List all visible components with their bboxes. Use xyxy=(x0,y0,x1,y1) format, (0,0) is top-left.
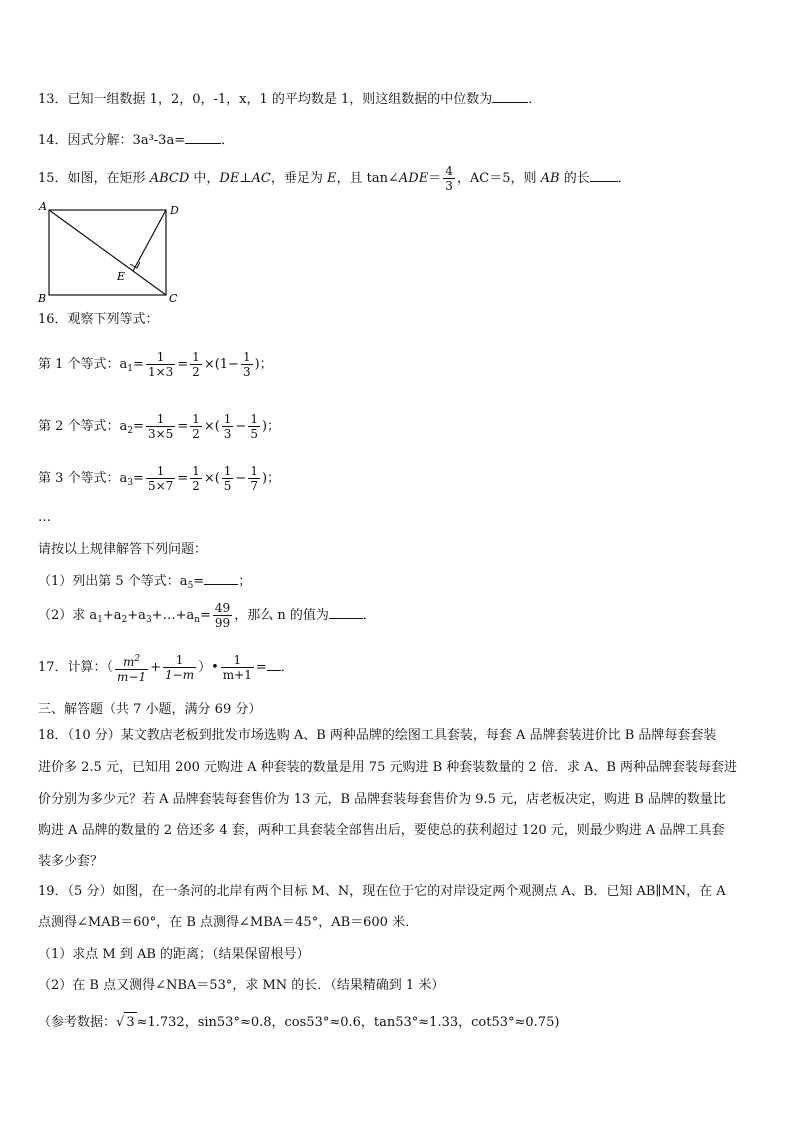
question-16-title: 16．观察下列等式： xyxy=(38,312,159,327)
answer-blank xyxy=(492,88,528,103)
question-14: 14．因式分解：3a³-3a= ． xyxy=(38,129,234,151)
equation-2: 第 2 个等式：$a_2=$ $\frac{1}{3\times 5}$ = $\frac{1}{2}$ ×( $\frac{1}{3}$ − $\frac{1}{5}$ )； xyxy=(38,412,281,441)
equation-3: 第 3 个等式：$a_3=$ $\frac{1}{5\times 7}$ = $\frac{1}{2}$ ×( $\frac{1}{5}$ − $\frac{1}{7}$ )； xyxy=(38,464,281,493)
reference-data: （参考数据：√ 3 ≈1.732，sin53°≈0.8，cos53°≈0.6，tan53°≈1.33，cot53°≈0.75) xyxy=(38,1012,559,1033)
question-13-text: 13．已知一组数据 1，2，0，-1，x，1 的平均数是 1，则这组数据的中位数为 xyxy=(38,92,493,107)
question-18-line: 购进 A 品牌的数量的 2 倍还多 4 套，两种工具套装全部售出后，要使总的获利超过 120 元，则最少购进 A 品牌工具套 xyxy=(38,823,725,838)
answer-blank xyxy=(590,167,618,182)
question-16-prompt: 请按以上规律解答下列问题： xyxy=(38,542,208,557)
question-18-line: 装多少套？ xyxy=(38,854,104,869)
label-a: A xyxy=(39,200,47,213)
answer-blank xyxy=(185,129,221,144)
question-18-line: 18．（10 分）某文教店老板到批发市场选购 A、B 两种品牌的绘图工具套装，每套 A 品牌套装进价比 B 品牌每套套装 xyxy=(38,728,717,743)
label-c: C xyxy=(169,292,178,304)
question-17: 17．计算：（ $\frac{m^2}{m-1}$ + $\frac{1}{1-m}$ ）• $\frac{1}{m+1}$ = ． xyxy=(38,653,294,684)
ellipsis: … xyxy=(38,510,51,525)
question-18-line: 进价多 2.5 元，已知用 200 元购进 A 种套装的数量是用 75 元购进 B 种套装数量的 2 倍．求 A、B 两种品牌套装每套进 xyxy=(38,760,738,775)
question-16-part-1: （1）列出第 5 个等式：$a_5=$ ； xyxy=(38,570,251,596)
label-b: B xyxy=(38,292,47,304)
rectangle-figure xyxy=(36,198,186,304)
answer-blank xyxy=(267,656,281,671)
answer-blank xyxy=(204,570,238,585)
question-19-line: 点测得∠MAB＝60°，在 B 点测得∠MBA＝45°，AB＝600 米． xyxy=(38,915,419,930)
question-19-line: （2）在 B 点又测得∠NBA＝53°，求 MN 的长．（结果精确到 1 米） xyxy=(38,978,445,993)
label-d: D xyxy=(170,204,179,217)
sqrt-icon: √ xyxy=(116,1015,125,1030)
question-18-line: 价分别为多少元？若 A 品牌套装每套售价为 13 元，B 品牌套装每套售价为 9.5 元，店老板决定，购进 B 品牌的数量比 xyxy=(38,792,726,807)
question-13: 13．已知一组数据 1，2，0，-1，x，1 的平均数是 1，则这组数据的中位数为 ． xyxy=(38,88,541,110)
question-19-line: 19．（5 分）如图，在一条河的北岸有两个目标 M、N，现在位于它的对岸设定两个观测点 A、B．已知 AB∥MN，在 A xyxy=(38,884,726,899)
equation-1: 第 1 个等式：$a_1=$ $\frac{1}{1\times 3}$ = $\frac{1}{2}$ ×(1− $\frac{1}{3}$ )； xyxy=(38,350,273,379)
question-19-line: （1）求点 M 到 AB 的距离；（结果保留根号） xyxy=(38,947,310,962)
fraction: $\frac{4}{3}$ xyxy=(445,164,453,193)
question-16-part-2: （2）求 $a_1+a_2+a_3+\dots+a_n=$ $\frac{49}{99}$ ，那么 n 的值为 ． xyxy=(38,601,376,630)
question-15: 15．如图，在矩形 ABCD 中，DE⊥AC，垂足为 E，且 tan∠ADE＝ $\frac{4}{3}$ ，AC＝5，则 AB 的长 ． xyxy=(38,164,631,193)
question-14-text: 14．因式分解：3a³-3a= xyxy=(38,133,186,148)
section-heading: 三、解答题（共 7 小题，满分 69 分） xyxy=(38,702,262,717)
label-e: E xyxy=(117,270,126,283)
answer-blank xyxy=(329,604,363,619)
